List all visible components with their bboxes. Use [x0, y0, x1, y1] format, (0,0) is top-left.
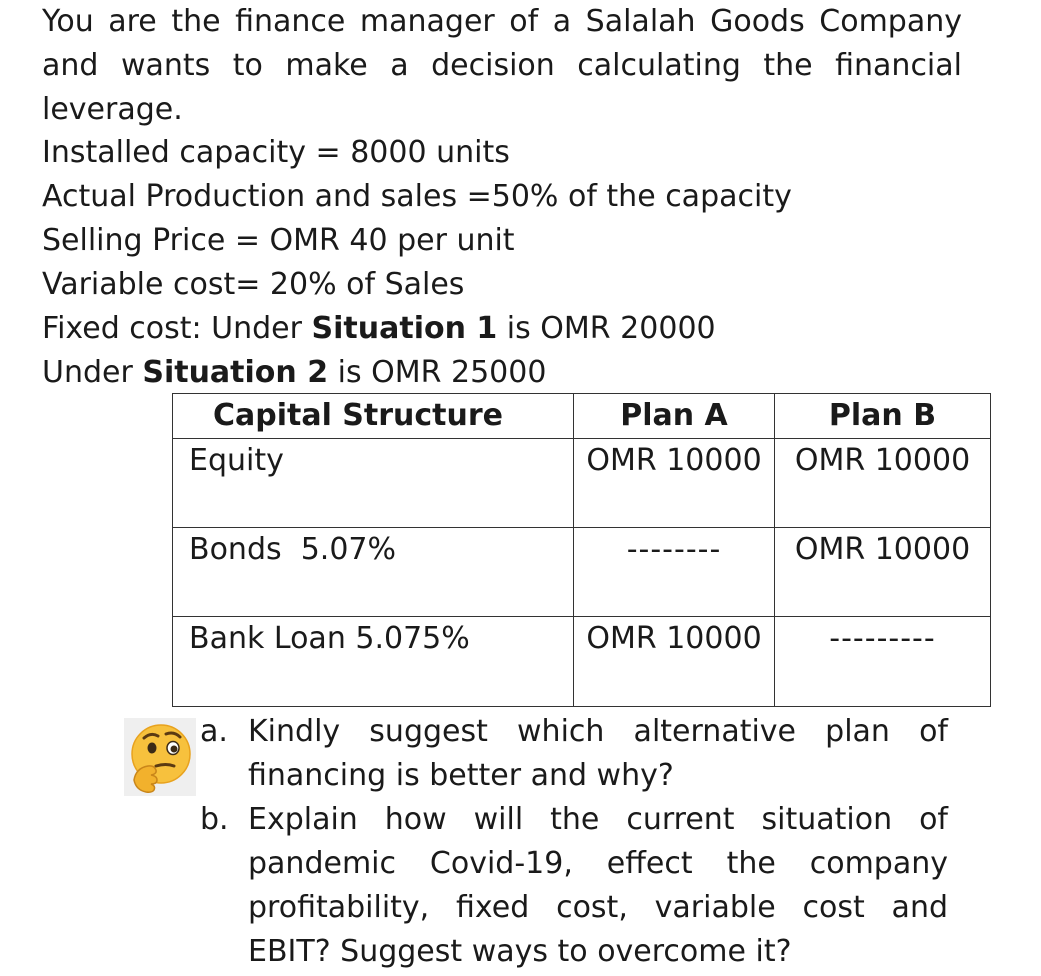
actual-production-line: Actual Production and sales =50% of the capacity: [42, 179, 792, 214]
table-row: [173, 617, 991, 707]
question-b-label: b.: [200, 802, 229, 837]
situation-1-label: Situation 1: [311, 311, 498, 346]
intro-paragraph: You are the finance manager of a Salalah Goods Company and wants to make a decision calculating the financial leverage.: [42, 4, 962, 127]
question-a-text: Kindly suggest which alternative plan of financing is better and why?: [248, 714, 948, 793]
selling-price-line: Selling Price = OMR 40 per unit: [42, 223, 515, 258]
situation-2-label: Situation 2: [142, 355, 329, 390]
capital-structure-table: [172, 393, 991, 707]
situation-2-line: [42, 351, 546, 395]
bank-loan-plan-b: ---------: [775, 617, 991, 707]
row-label-bank-loan: Bank Loan 5.075%: [173, 617, 574, 707]
fixed-cost-line: [42, 307, 716, 351]
bonds-plan-a: --------: [574, 528, 775, 617]
fixed-cost-prefix: Fixed cost: Under: [42, 311, 312, 346]
bank-loan-plan-a: OMR 10000: [574, 617, 775, 707]
row-label-bonds: Bonds 5.07%: [173, 528, 574, 617]
question-a: [200, 710, 948, 798]
question-b-text: Explain how will the current situation of pandemic Covid-19, effect the company profitability, fixed cost, variable cost and EBIT? Suggest ways to overcome it?: [248, 802, 948, 969]
header-capital-structure: Capital Structure: [173, 394, 574, 439]
bonds-plan-b: OMR 10000: [775, 528, 991, 617]
header-plan-a: Plan A: [574, 394, 775, 439]
header-plan-b: Plan B: [775, 394, 991, 439]
table-header-row: [173, 394, 991, 439]
table-row: [173, 439, 991, 528]
question-b: [200, 798, 948, 974]
questions-list: [200, 710, 948, 974]
table-row: [173, 528, 991, 617]
variable-cost-line: Variable cost= 20% of Sales: [42, 267, 465, 302]
situation-2-prefix: Under: [42, 355, 143, 390]
row-label-equity: Equity: [173, 439, 574, 528]
installed-capacity-line: Installed capacity = 8000 units: [42, 135, 510, 170]
situation-2-value: is OMR 25000: [328, 355, 547, 390]
equity-plan-a: OMR 10000: [574, 439, 775, 528]
question-a-label: a.: [200, 714, 228, 749]
situation-1-value: is OMR 20000: [497, 311, 716, 346]
thinking-face-icon: [124, 718, 196, 796]
equity-plan-b: OMR 10000: [775, 439, 991, 528]
